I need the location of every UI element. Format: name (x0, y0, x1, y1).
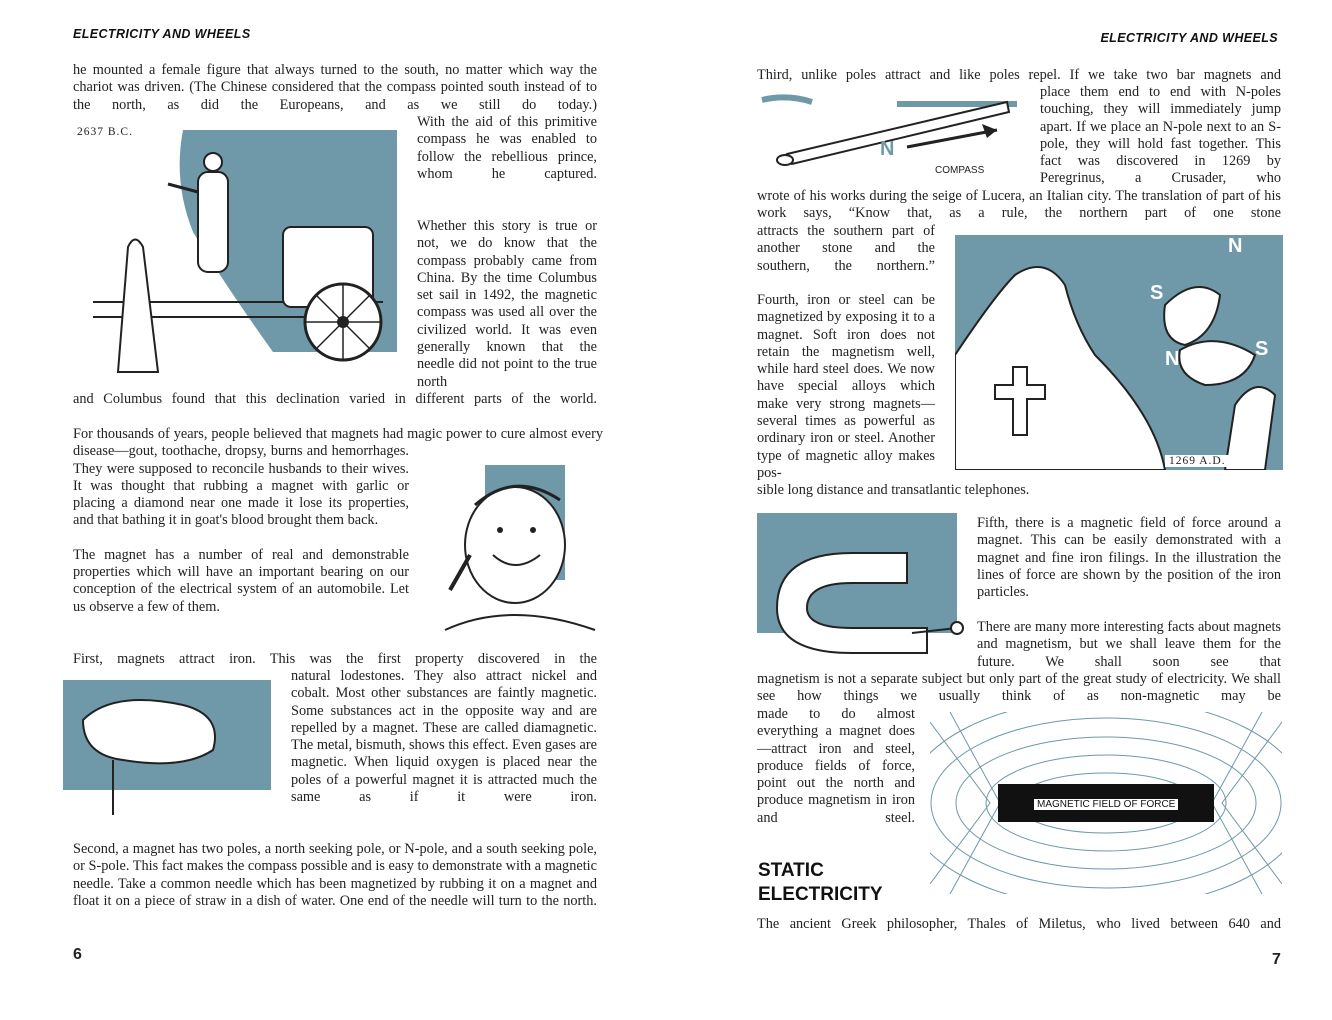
paragraph-declination: and Columbus found that this declination varied in different parts of the world. (73, 391, 597, 407)
stone-pole-n1: N (1228, 235, 1243, 257)
paragraph-poles-repel: place them end to end with N-poles touching, they will immediately jump apart. If we place an N-pole next to an S-pole, they will hold fast together. This fact was discovered in 1269 by Peregrinus, a Crusader, who (1040, 84, 1281, 187)
crusader-illustration (955, 235, 1283, 470)
paragraph-attract-iron-top: First, magnets attract iron. This was the first property discovered in the (73, 651, 597, 667)
paragraph-quote: attracts the southern part of another stone and the southern, the northern.” (757, 223, 935, 274)
page-number-left: 6 (73, 946, 82, 963)
compass-pole-label: N (880, 138, 895, 160)
running-head-left: ELECTRICITY AND WHEELS (73, 27, 251, 41)
paragraph-two-poles: Second, a magnet has two poles, a north seeking pole, or N-pole, and a south seeking pole, or S-pole. This fact makes the compass possible and is easy to demonstrate with a magnetic needle. Take a common needle which has been magnetized by rubbing it on a magnet and float it on a piece of straw in a dish of water. One end of the needle will turn to the north. (73, 841, 597, 909)
chariot-caption: 2637 B.C. (77, 126, 133, 138)
section-heading-line-1: STATIC (758, 860, 824, 881)
paragraph-magic-power-top: For thousands of years, people believed that magnets had magic power to cure almost every disease—gout, toothache, dropsy, (73, 426, 603, 460)
paragraph-non-magnetic: magnetism is not a separate subject but only part of the great study of electricity. We shall see how things we usually think of as non-magnetic may be (757, 671, 1281, 705)
paragraph-everything-magnet: made to do almost everything a magnet does—attract iron and steel, produce fields of force, point out the north and produce magnetism in iron and steel. (757, 706, 915, 826)
magnetic-field-label: MAGNETIC FIELD OF FORCE (1034, 799, 1178, 810)
paragraph-field-of-force: Fifth, there is a magnetic field of force around a magnet. This can be easily demonstrated with a magnet and fine iron filings. In the illustration the lines of force are shown by the position of the iron particles. (977, 515, 1281, 601)
paragraph-compass-aid: With the aid of this primitive compass he was enabled to follow the rebellious prince, whom he captured. (417, 114, 597, 182)
stone-pole-n2: N (1165, 348, 1180, 370)
paragraph-chariot-top: he mounted a female figure that always turned to the south, no matter which way the chariot was driven. (The Chinese considered that the compass pointed south instead of to the north, as did the Europeans, and as we still do today.) (73, 62, 597, 113)
section-heading-static (758, 859, 883, 907)
page-number-right: 7 (1272, 951, 1281, 968)
paragraph-peregrinus: wrote of his works during the seige of Lucera, an Italian city. The translation of part of his work says, “Know that, as a rule, the northern part of one stone (757, 188, 1281, 222)
paragraph-magnetized: Fourth, iron or steel can be magnetized by exposing it to a magnet. Soft iron does not retain the magnetism well, while hard steel does. We now have special alloys which make very strong magnets—several times as powerful as ordinary iron or steel. Another type of magnetic alloy makes pos- (757, 292, 935, 481)
lodestone-illustration (63, 680, 271, 820)
woman-magnet-illustration (415, 460, 603, 645)
stone-pole-s2: S (1255, 338, 1269, 360)
paragraph-more-facts: There are many more interesting facts about magnets and magnetism, but we shall leave them for the future. We shall soon see that (977, 619, 1281, 670)
paragraph-poles-repel-top: Third, unlike poles attract and like poles repel. If we take two bar magnets and (757, 67, 1281, 83)
paragraph-magic-power: burns and hemorrhages. They were supposed to reconcile husbands to their wives. It was thought that rubbing a magnet with garlic or placing a diamond near one made it lose its properties, and that bathing it in goat's blood brought them back. (73, 443, 410, 529)
chariot-illustration (73, 122, 403, 387)
magic-power-section (73, 426, 603, 645)
paragraph-telephones: sible long distance and transatlantic telephones. (757, 482, 1030, 498)
paragraph-attract-iron: natural lodestones. They also attract nickel and cobalt. Most other substances are faintly magnetic. Some substances act in the opposite way and are repelled by a magnet. These are called diamagnetic. The metal, bismuth, shows this effect. Even gases are magnetic. When liquid oxygen is placed near the poles of a powerful magnet it is attracted much the same as if it were iron. (291, 668, 597, 806)
horseshoe-magnet-illustration (757, 513, 967, 663)
paragraph-real-properties: The magnet has a number of real and demonstrable properties which will have an important bearing on our conception of the electrical system of an automobile. Let us observe a few of them. (73, 546, 409, 615)
crusader-caption: 1269 A.D. (1165, 455, 1230, 467)
compass-label: COMPASS (935, 165, 985, 176)
paragraph-china-compass: Whether this story is true or not, we do know that the compass probably came from China. By the time Columbus set sail in 1492, the magnetic compass was used all over the civilized world. It was even generally known that the needle did not point to the true north (417, 218, 597, 390)
stone-pole-s1: S (1150, 282, 1164, 304)
section-heading-line-2: ELECTRICITY (758, 884, 883, 905)
paragraph-thales: The ancient Greek philosopher, Thales of Miletus, who lived between 640 and (757, 916, 1281, 932)
running-head-right: ELECTRICITY AND WHEELS (1100, 31, 1278, 45)
